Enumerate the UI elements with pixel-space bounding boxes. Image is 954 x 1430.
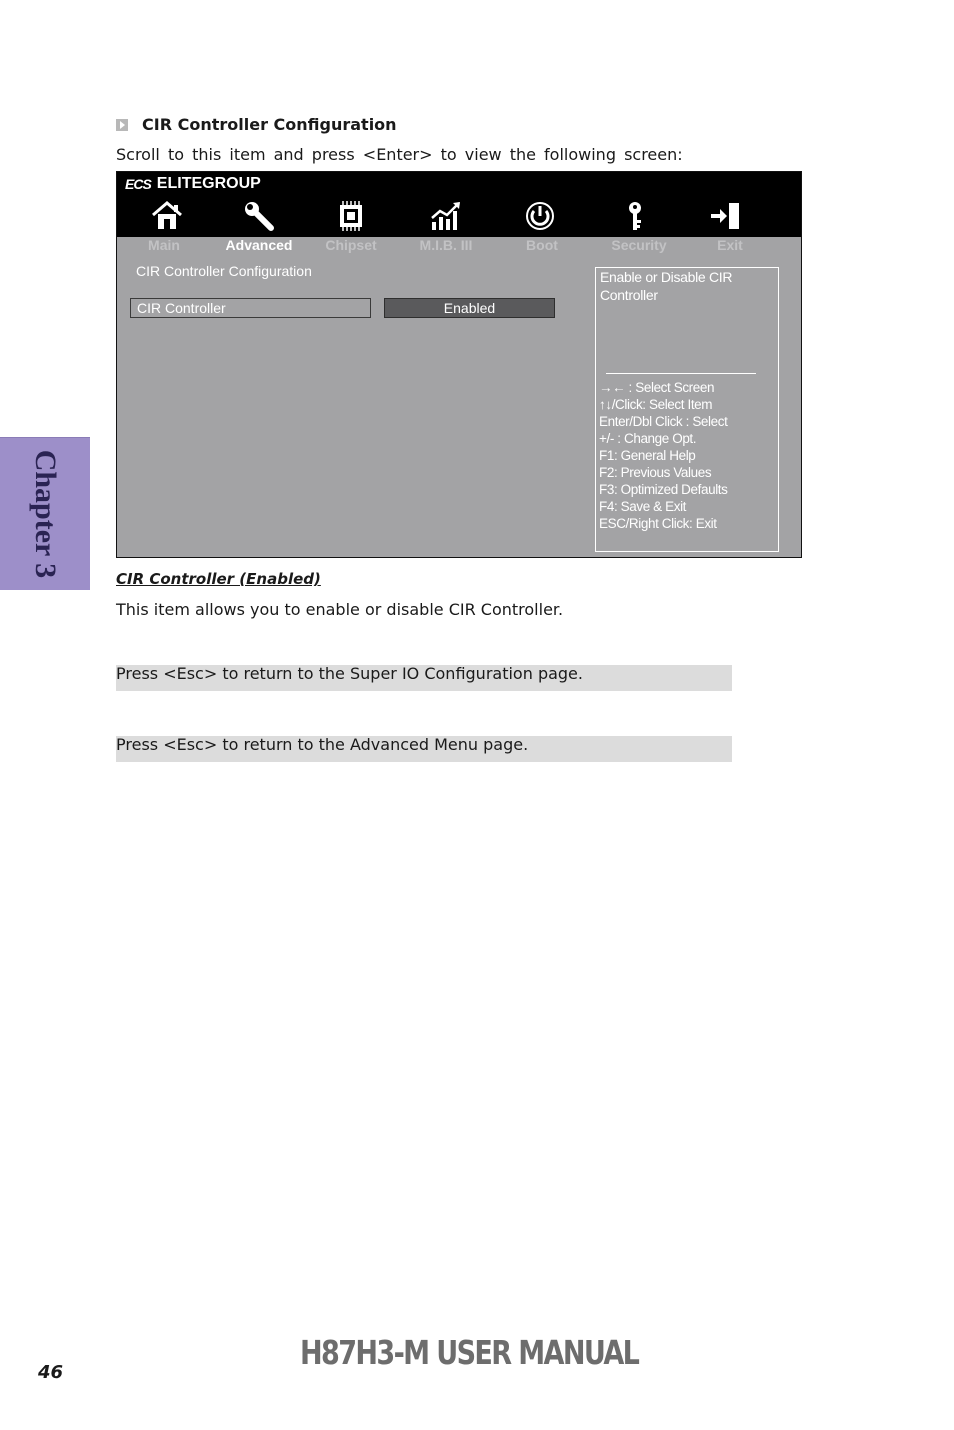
power-icon[interactable] (523, 200, 557, 232)
brand (125, 175, 261, 193)
chapter-label: Chapter 3 (29, 449, 62, 579)
chart-icon[interactable] (429, 200, 463, 232)
key-select-item: ↑↓/Click: Select Item (599, 397, 713, 412)
bios-header (117, 172, 801, 237)
section-title: CIR Controller Configuration (142, 115, 397, 134)
tab-chipset[interactable]: Chipset (325, 237, 377, 253)
bullet-arrow-icon (116, 119, 128, 131)
chapter-tab (0, 437, 90, 590)
help-text: Enable or Disable CIR Controller (600, 269, 733, 303)
chip-icon[interactable] (334, 200, 368, 232)
key-esc-exit: ESC/Right Click: Exit (599, 516, 717, 531)
option-heading: CIR Controller (Enabled) (116, 570, 321, 588)
key-select: Enter/Dbl Click : Select (599, 414, 728, 429)
key-select-screen: →← : Select Screen (599, 380, 715, 395)
ecs-logo: ECS (125, 176, 151, 192)
manual-title: H87H3-M USER MANUAL (300, 1333, 639, 1372)
note-advanced-menu: Press <Esc> to return to the Advanced Menu page. (116, 736, 732, 762)
exit-door-icon[interactable] (709, 200, 743, 232)
note-super-io: Press <Esc> to return to the Super IO Configuration page. (116, 665, 732, 691)
option-description: This item allows you to enable or disable CIR Controller. (116, 600, 564, 619)
bios-screen (116, 171, 802, 558)
page-number: 46 (38, 1362, 64, 1383)
help-panel (595, 267, 779, 552)
key-legend (599, 379, 779, 532)
key-general-help: F1: General Help (599, 448, 696, 463)
bios-page-title: CIR Controller Configuration (136, 263, 312, 279)
cir-controller-item[interactable]: CIR Controller (130, 298, 371, 318)
home-icon[interactable] (150, 200, 184, 232)
tab-security[interactable]: Security (611, 237, 667, 253)
key-icon[interactable] (618, 200, 652, 232)
tab-mib[interactable]: M.I.B. III (419, 237, 473, 253)
brand-name: ELITEGROUP (156, 175, 261, 192)
help-divider (606, 373, 756, 374)
key-previous-values: F2: Previous Values (599, 465, 712, 480)
key-change-opt: +/- : Change Opt. (599, 431, 697, 446)
bios-tab-bar (117, 237, 801, 255)
intro-text: Scroll to this item and press <Enter> to view the following screen: (116, 145, 683, 164)
key-save-exit: F4: Save & Exit (599, 499, 687, 514)
wrench-icon[interactable] (242, 200, 276, 232)
tab-advanced[interactable]: Advanced (225, 237, 293, 253)
tab-exit[interactable]: Exit (717, 237, 743, 253)
section-heading (116, 115, 397, 134)
key-optimized-defaults: F3: Optimized Defaults (599, 482, 728, 497)
cir-controller-value[interactable]: Enabled (384, 298, 555, 318)
tab-boot[interactable]: Boot (526, 237, 558, 253)
tab-main[interactable]: Main (148, 237, 180, 253)
